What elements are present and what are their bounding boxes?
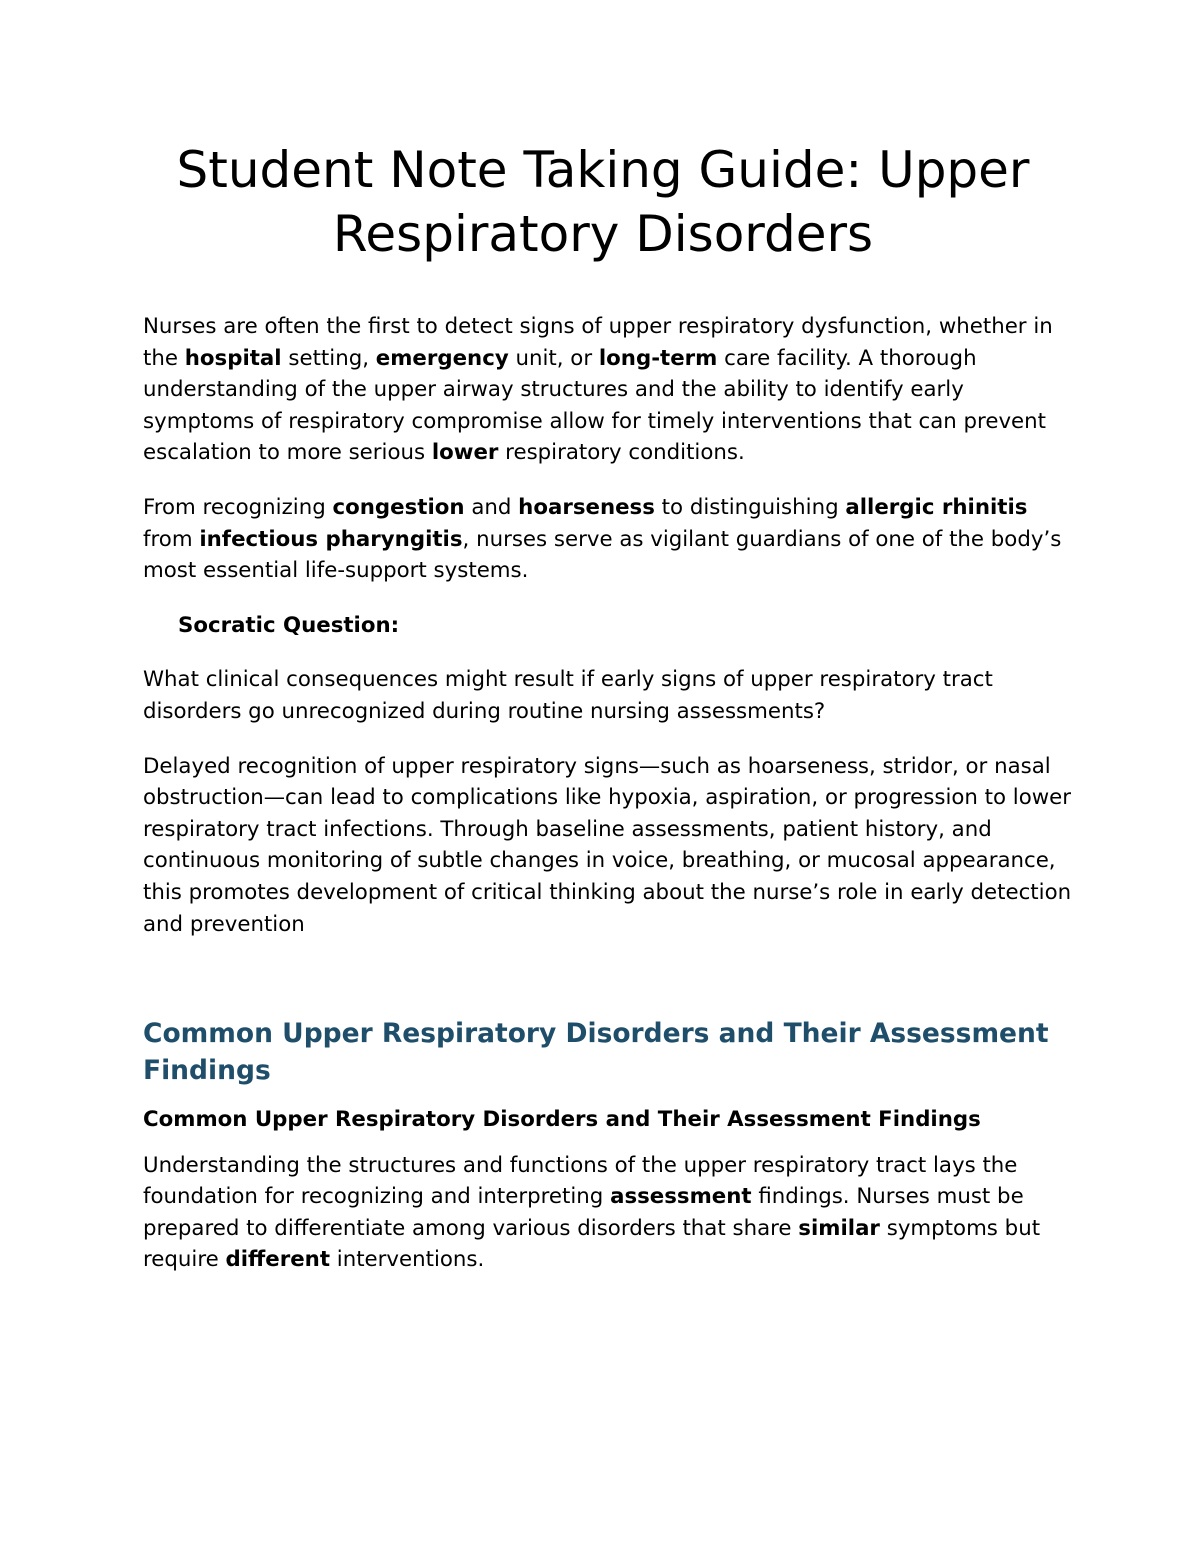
bold-term-congestion: congestion (332, 494, 465, 520)
spacer (143, 963, 1073, 1015)
text-run: Nurses are often the first to detect signs of upper respiratory dysfunction, whether in the (143, 314, 1053, 371)
socratic-answer-text: Delayed recognition of upper respiratory signs—such as hoarseness, stridor, or nasal obstruction—can lead to complications like hypoxia, aspiration, or progression to lower respiratory tract infections. Through baseline assessments, patient history, and continuous monitoring of subtle changes in voice, breathing, or mucosal appearance, this promotes development of critical thinking about the nurse’s role in early detection and prevention (143, 753, 1072, 937)
section-paragraph (143, 1150, 1073, 1276)
text-run: setting, (281, 345, 376, 371)
bold-term-emergency: emergency (375, 345, 509, 371)
text-run: unit, or (508, 345, 599, 371)
page-title: Student Note Taking Guide: Upper Respiratory Disorders (176, 141, 1030, 263)
bold-term-hoarseness: hoarseness (518, 494, 655, 520)
text-run: Understanding the structures and functions of the upper respiratory tract lays the foundation for recognizing and interpreting (143, 1152, 1018, 1210)
intro-paragraph-1 (143, 311, 1073, 469)
bold-term-hospital: hospital (184, 345, 282, 371)
bold-term-lower: lower (431, 440, 499, 466)
socratic-question-text: What clinical consequences might result if early signs of upper respiratory tract disorders go unrecognized during routine nursing assessments? (143, 667, 993, 724)
socratic-question-label: Socratic Question: (178, 612, 400, 638)
section-subheading: Common Upper Respiratory Disorders and Their Assessment Findings (143, 1107, 981, 1133)
bold-term-similar: similar (798, 1215, 880, 1241)
bold-term-allergic-rhinitis: allergic rhinitis (845, 494, 1028, 520)
text-run: care facility. A thorough understanding of the upper airway structures and the ability to identify early symptoms of respiratory compromise allow for timely interventions that can prevent escalation to more serious (143, 345, 1046, 466)
intro-paragraph-2 (143, 492, 1073, 587)
bold-term-infectious-pharyngitis: infectious pharyngitis (199, 526, 463, 552)
text-run: respiratory conditions. (498, 440, 745, 466)
text-run: , nurses serve as vigilant guardians of one of the body’s most essential life-support systems. (143, 526, 1062, 584)
text-run: From recognizing (143, 494, 333, 520)
section-heading: Common Upper Respiratory Disorders and Their Assessment Findings (143, 1018, 1049, 1087)
text-run: interventions. (330, 1247, 485, 1273)
text-run: to distinguishing (654, 494, 846, 520)
bold-term-assessment: assessment (610, 1184, 752, 1210)
text-run: symptoms but require (143, 1215, 1041, 1273)
bold-term-different: different (225, 1247, 331, 1273)
text-run: and (464, 494, 519, 520)
text-run: findings. Nurses must be prepared to differentiate among various disorders that share (143, 1184, 1024, 1241)
text-run: from (143, 526, 200, 552)
bold-term-long-term: long-term (598, 345, 718, 371)
document-page (143, 138, 1073, 1299)
